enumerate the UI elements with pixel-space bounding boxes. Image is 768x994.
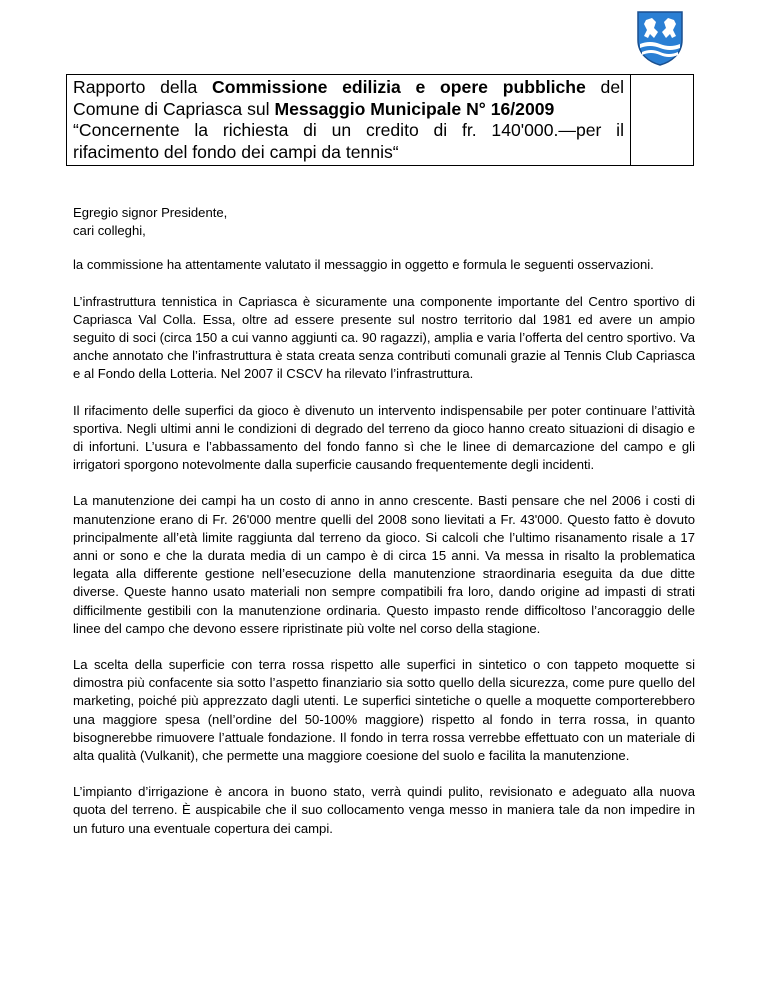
title-side-cell [631, 75, 693, 165]
paragraph-surface-choice: La scelta della superficie con terra rossa rispetto alle superfici in sintetico o con tappeto moquette si dimostra più confacente sia sotto l’aspetto finanziario sia sotto quello della sicurezza, come pure quello del marketing, poiché più apprezzato dagli utenti. Le superfici sintetiche o quelle a moquette comporterebbero una maggiore spesa (nell’ordine del 50-100% maggiore) rispetto al fondo in terra rossa, in quanto bisognerebbe rimuovere l’attuale fondazione. Il fondo in terra rossa verrebbe effettuato con un materiale di alta qualità (Vulkanit), che permette una maggiore coesione del suolo e facilita la manutenzione. [73, 657, 695, 764]
title-line-4: rifacimento del fondo dei campi da tennis“ [73, 141, 399, 162]
title-line-1: Rapporto della Commissione edilizia e opere pubbliche del [73, 77, 625, 97]
greeting [73, 204, 695, 240]
report-title-box [66, 74, 694, 166]
report-title [67, 75, 631, 165]
greeting-line-1: Egregio signor Presidente, [73, 205, 228, 220]
municipal-crest-icon [636, 10, 684, 66]
paragraph-resurfacing: Il rifacimento delle superfici da gioco è divenuto un intervento indispensabile per poter continuare l’attività sportiva. Negli ultimi anni le condizioni di degrado del terreno da gioco hanno creato situazioni di disagio e di infortuni. L’usura e l’abbassamento del fondo fanno sì che le linee di demarcazione del campo e gli irrigatori sporgono notevolmente dalla superficie causando frequentemente degli incidenti. [73, 402, 695, 473]
paragraph-irrigation: L’impianto d’irrigazione è ancora in buono stato, verrà quindi pulito, revisionato e adeguato alla nuova quota del terreno. È auspicabile che il suo collocamento venga messo in maniera tale da non impedire in un futuro una eventuale copertura dei campi. [73, 784, 695, 836]
report-body [73, 204, 695, 856]
title-line-2: Comune di Capriasca sul Messaggio Municipale N° 16/2009 [73, 98, 555, 119]
paragraph-intro: la commissione ha attentamente valutato il messaggio in oggetto e formula le seguenti osservazioni. [73, 257, 654, 273]
paragraph-maintenance: La manutenzione dei campi ha un costo di anno in anno crescente. Basti pensare che nel 2006 i costi di manutenzione erano di Fr. 26'000 mentre quelli del 2008 sono lievitati a Fr. 43'000. Questo fatto è dovuto principalmente all’età limite raggiunta dal terreno da gioco. Si calcoli che l’ultimo risanamento risale a 17 anni or sono e che la durata media di un campo è di circa 15 anni. Va messa in risalto la problematica legata alla differente gestione nell’esecuzione della manutenzione straordinaria eseguita da due ditte diverse. Queste hanno usato materiali non sempre compatibili fra loro, dando origine ad impasti di strati difficilmente gestibili con la manutenzione ordinaria. Questo impasto rende difficoltoso l’ancoraggio delle linee del campo che devono essere ripristinate più volte nel corso della stagione. [73, 493, 695, 636]
greeting-line-2: cari colleghi, [73, 223, 146, 239]
title-line-3: “Concernente la richiesta di un credito di fr. 140'000.—per il [73, 120, 624, 140]
paragraph-infrastructure: L’infrastruttura tennistica in Capriasca è sicuramente una componente importante del Centro sportivo di Capriasca Val Colla. Essa, oltre ad essere presente sul nostro territorio dal 1981 ed avere un ampio seguito di soci (circa 150 a cui vanno aggiunti ca. 90 ragazzi), amplia e varia l’offerta del centro sportivo. Va anche annotato che l’infrastruttura è stata creata senza contributi comunali grazie al Tennis Club Capriasca e al Fondo della Lotteria. Nel 2007 il CSCV ha rilevato l’infrastruttura. [73, 293, 695, 382]
